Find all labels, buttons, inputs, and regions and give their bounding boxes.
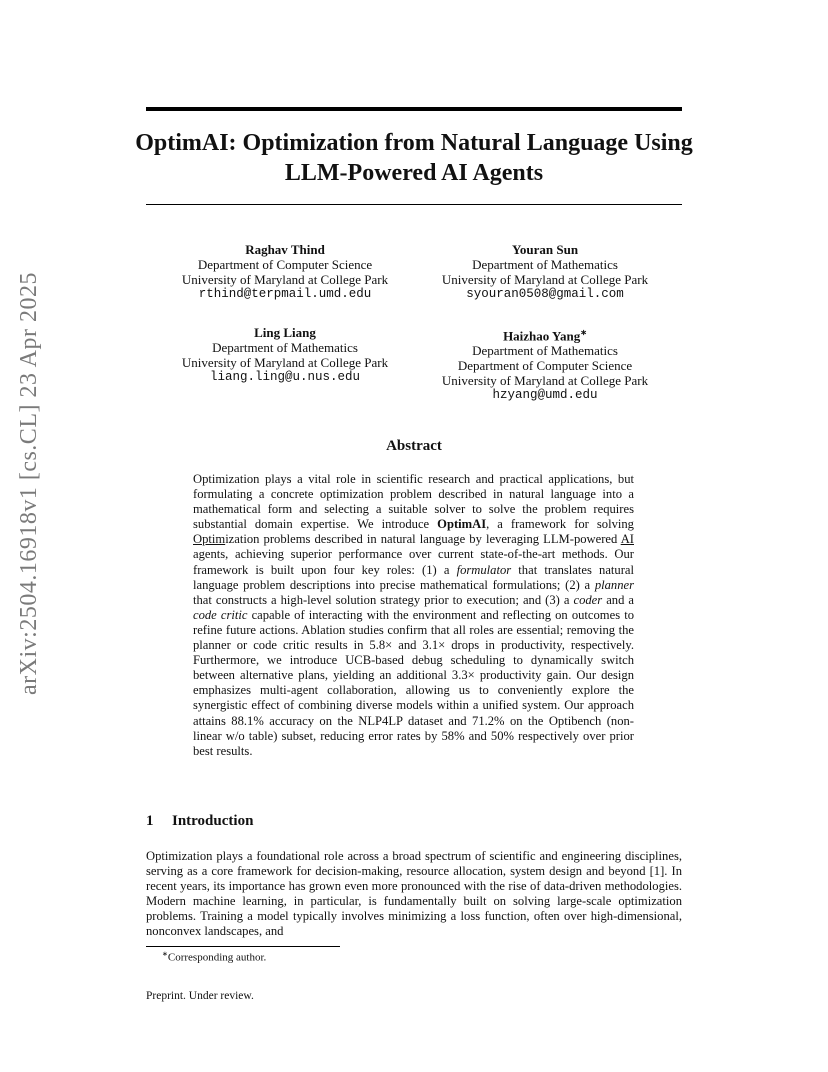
abstract-heading: Abstract [386,438,442,454]
author-block [410,242,680,302]
author-affiliation: University of Maryland at College Park [181,355,389,370]
author-affiliation: University of Maryland at College Park [441,272,649,287]
section-title: Introduction [172,813,254,829]
role-formulator: formulator [456,562,512,577]
abstract-text: agents, achieving superior performance over current state-of-the-art methods. Our framework is built upon four key roles: (1) a [193,547,634,577]
role-code-critic: code critic [193,607,248,622]
footnote [162,950,266,964]
author-block [410,325,680,403]
corresponding-author-mark: ∗ [580,328,587,337]
author-affiliation: Department of Mathematics [472,343,618,359]
abstract-text: , a framework for solving [486,517,634,532]
section-number: 1 [146,813,154,829]
author-name-text: Haizhao Yang [503,328,581,344]
abstract-text: ization problems described in natural language by leveraging LLM-powered [225,532,621,547]
author-affiliation: University of Maryland at College Park [181,272,389,287]
abstract-text: that constructs a high-level solution strategy prior to execution; and (3) a [193,592,574,607]
author-affiliation: Department of Mathematics [212,340,358,355]
author-name: Youran Sun [511,242,579,257]
arxiv-stamp-text: arXiv:2504.16918v1 [cs.CL] 23 Apr 2025 [15,271,42,695]
arxiv-identifier-stamp [2,271,56,695]
introduction-paragraph: Optimization plays a foundational role across a broad spectrum of scientific and engineering disciplines, serving as a core framework for decision-making, resource allocation, system design and beyond [1]. In recent years, its importance has grown even more pronounced with the rise of data-driven methodologies. Modern machine learning, in particular, is fundamentally built on solving large-scale optimization problems. Training a model typically involves minimizing a loss function, often over high-dimensional, nonconvex landscapes, and [146,849,682,939]
paper-title: OptimAI: Optimization from Natural Language Using LLM-Powered AI Agents [135,130,693,186]
abstract-underlined-text: AI [620,532,634,547]
author-email[interactable]: hzyang@umd.edu [492,388,598,403]
section-heading-introduction [146,813,253,830]
author-affiliation: Department of Computer Science [197,257,373,272]
author-name [410,325,680,343]
abstract-text: Optimization plays a vital role in scientific research and practical applications, but formulating a concrete optimization problem described in natural language into a mathematical form and selecting a suitable solver to solve the problem requires substantial domain expertise. We introduce [193,472,634,532]
title-top-rule [146,107,682,111]
author-affiliation: University of Maryland at College Park [441,373,649,389]
footnote-mark: ∗ [162,950,168,958]
footnote-text: Corresponding author. [167,951,267,964]
role-planner: planner [594,577,634,592]
author-name: Ling Liang [254,325,316,340]
preprint-note: Preprint. Under review. [146,990,254,1002]
abstract-text: that translates natural language problem descriptions into precise mathematical formulations; (2) a [193,562,634,592]
author-affiliation: Department of Mathematics [472,257,618,272]
author-email[interactable]: syouran0508@gmail.com [466,287,624,301]
footnote-rule [146,946,340,947]
abstract-body [193,472,634,759]
author-block [150,325,420,385]
author-name: Raghav Thind [245,242,325,257]
abstract-underlined-text: Optim [193,532,226,547]
role-coder: coder [573,592,603,607]
title-bottom-rule [146,204,682,205]
abstract-text: and a [602,592,635,607]
abstract-text: capable of interacting with the environment and reflecting on outcomes to refine future actions. Ablation studies confirm that all roles are essential; removing the planner or code critic results in 5.8× and 3.1× drops in productivity, respectively. Furthermore, we introduce UCB-based debug scheduling to dynamically switch between alternative plans, yielding an additional 3.3× productivity gain. Our design emphasizes multi-agent collaboration, allowing us to conveniently explore the synergistic effect of combining diverse models within a unified system. Our approach attains 88.1% accuracy on the NLP4LP dataset and 71.2% on the Optibench (non-linear w/o table) subset, reducing error rates by 58% and 50% respectively over prior best results. [193,607,635,758]
author-block [150,242,420,302]
author-affiliation: Department of Computer Science [457,358,633,374]
author-email[interactable]: rthind@terpmail.umd.edu [198,287,372,301]
framework-name: OptimAI [437,517,487,532]
author-email[interactable]: liang.ling@u.nus.edu [209,370,361,384]
